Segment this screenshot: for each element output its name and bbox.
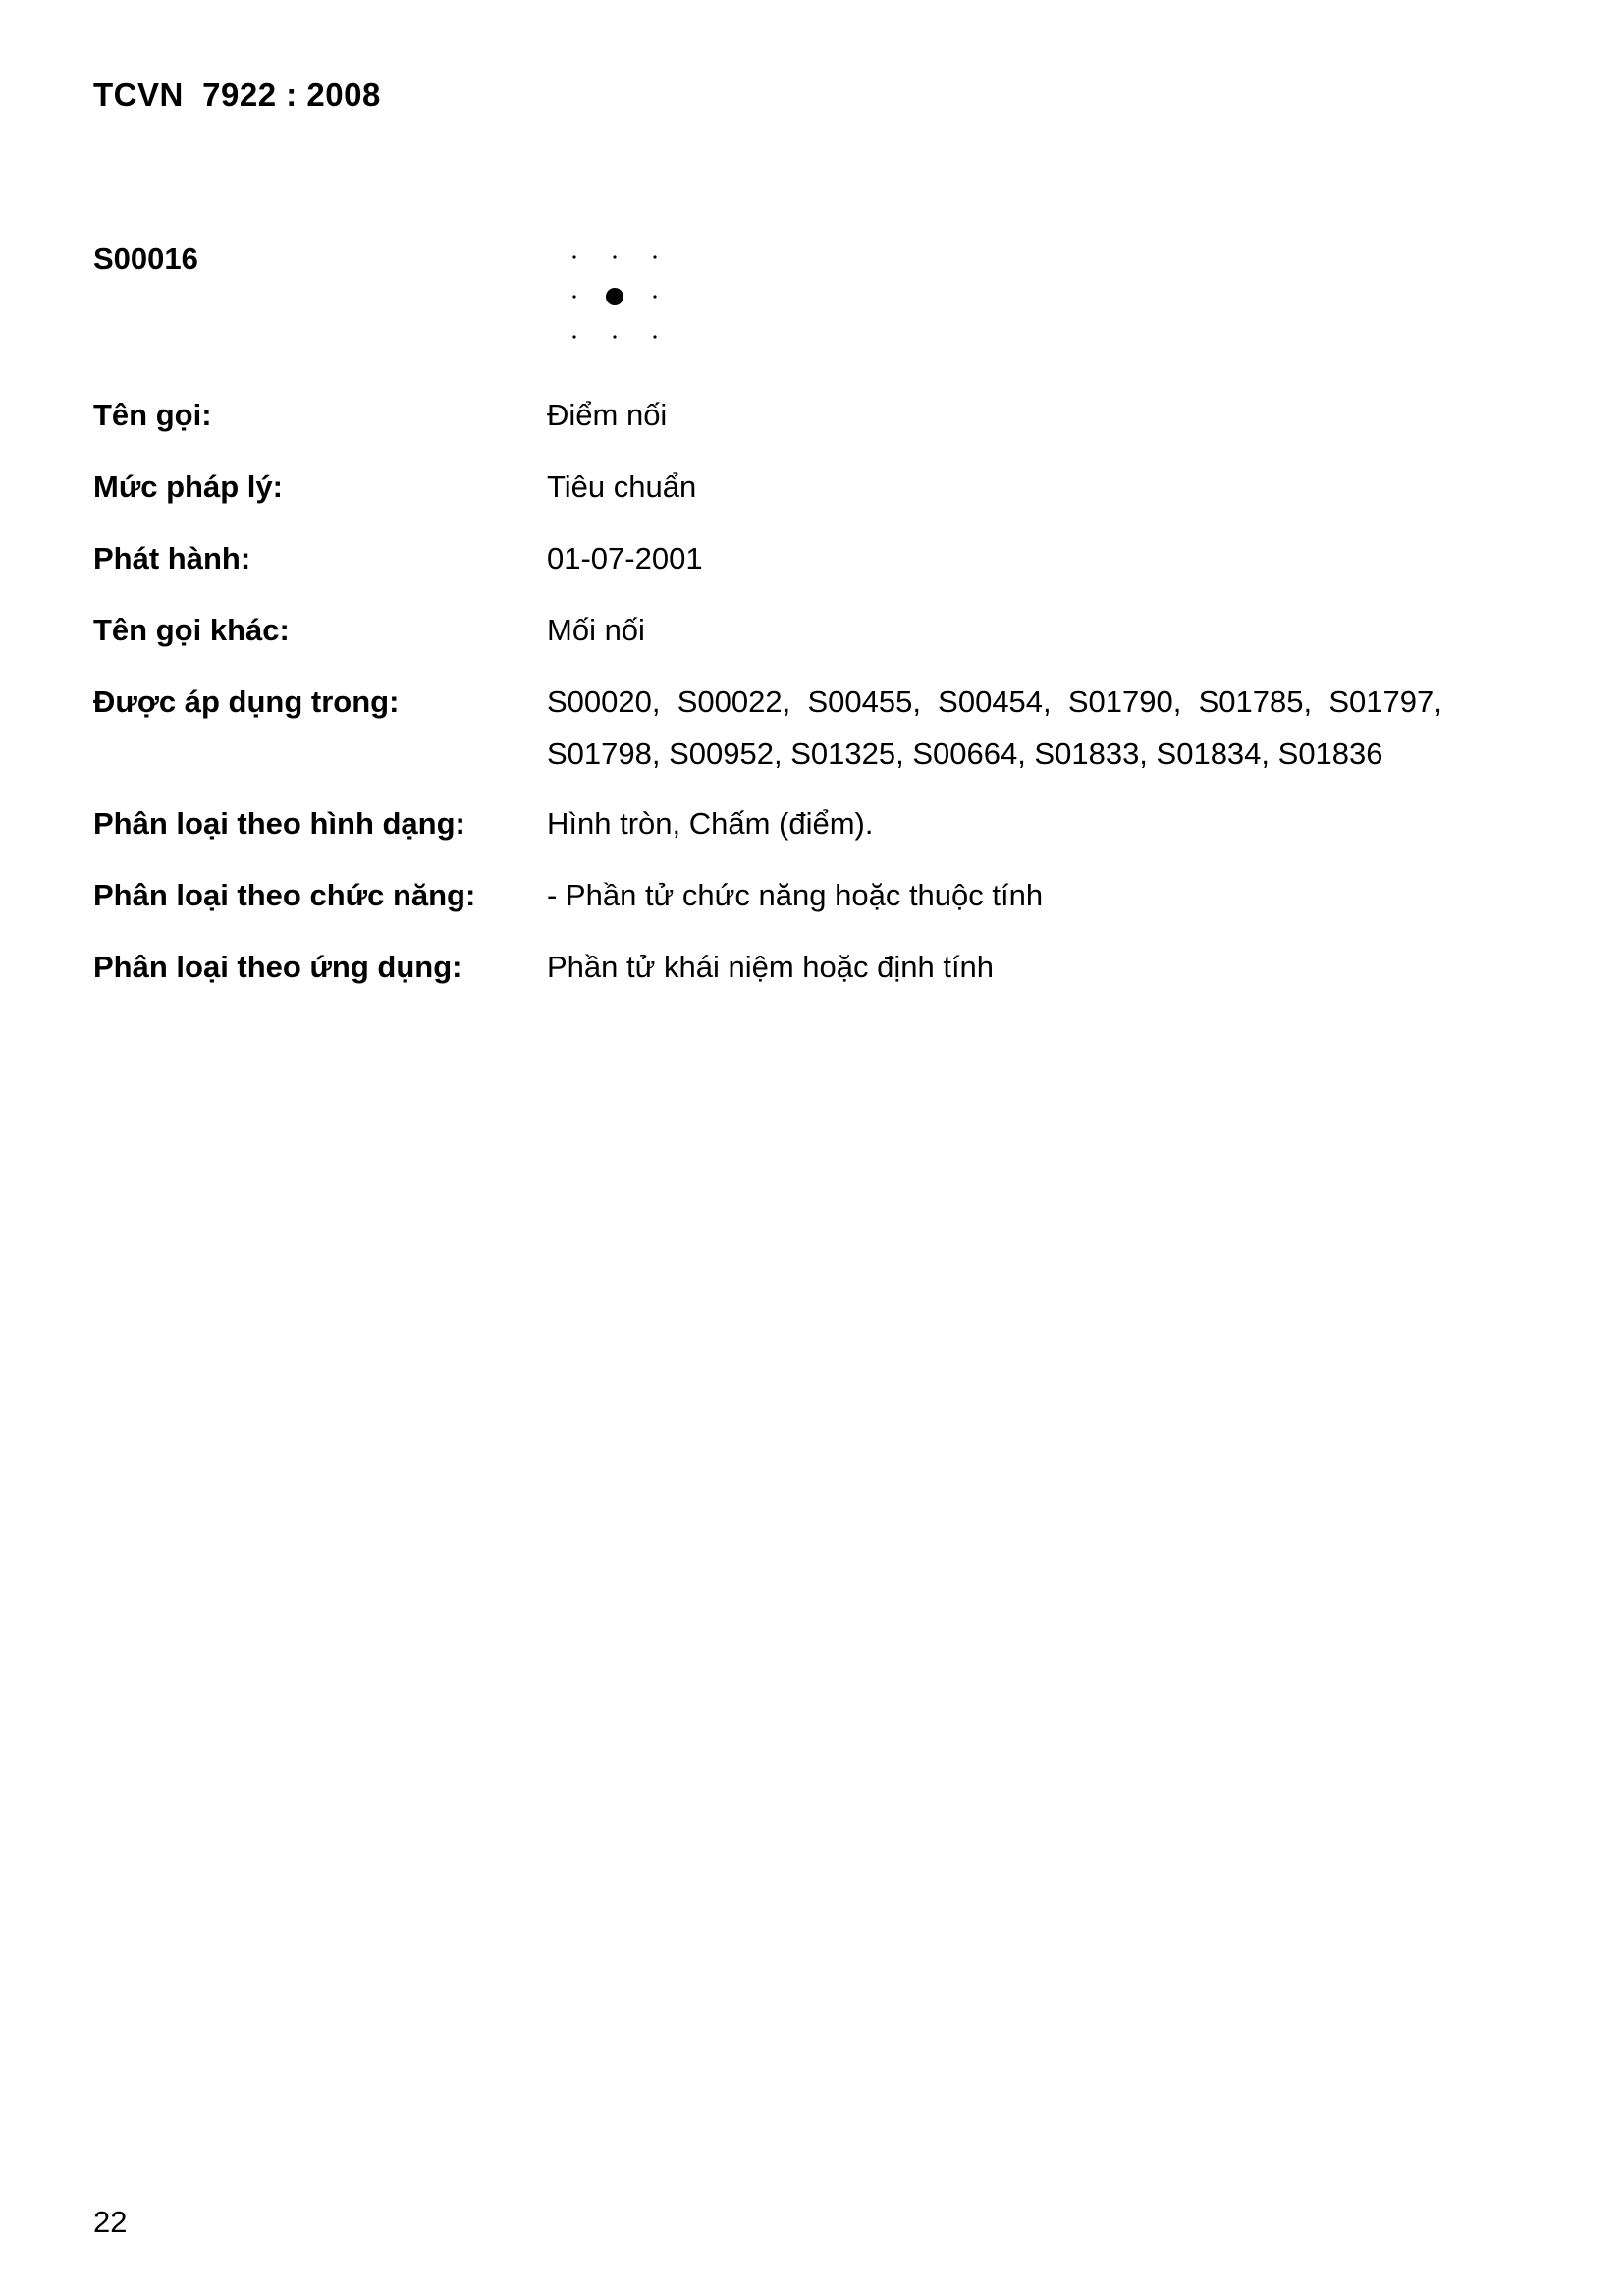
grid-dot: [653, 255, 656, 258]
document-standard-title: TCVN 7922 : 2008: [93, 77, 381, 113]
field-value: Điểm nối: [547, 398, 668, 432]
field-value: Tiêu chuẩn: [547, 469, 697, 504]
field-label: Phân loại theo hình dạng:: [93, 806, 465, 841]
connection-point-dot: [606, 288, 623, 305]
grid-dot: [613, 255, 616, 258]
connection-point-dot-icon: [565, 246, 663, 344]
field-value: Hình tròn, Chấm (điểm).: [547, 806, 874, 841]
grid-dot: [653, 295, 656, 298]
field-label: Phân loại theo chức năng:: [93, 878, 476, 912]
grid-dot: [653, 335, 656, 338]
page-number: 22: [93, 2205, 128, 2239]
field-label: Được áp dụng trong:: [93, 684, 400, 719]
grid-dot: [613, 335, 616, 338]
field-value: Mối nối: [547, 613, 645, 647]
grid-dot: [572, 255, 575, 258]
field-label: Phát hành:: [93, 541, 251, 575]
field-value: 01-07-2001: [547, 541, 703, 575]
symbol-figure-svg: [565, 246, 663, 344]
field-value: S00020, S00022, S00455, S00454, S01790, S01785, S01797,: [547, 684, 1442, 719]
symbol-code: S00016: [93, 242, 198, 276]
field-value: - Phần tử chức năng hoặc thuộc tính: [547, 878, 1044, 912]
field-value-line2: S01798, S00952, S01325, S00664, S01833, S01834, S01836: [547, 737, 1383, 771]
grid-dot: [572, 295, 575, 298]
field-label: Tên gọi:: [93, 398, 212, 432]
grid-dot: [572, 335, 575, 338]
field-label: Mức pháp lý:: [93, 469, 283, 504]
field-label: Tên gọi khác:: [93, 613, 290, 647]
field-label: Phân loại theo ứng dụng:: [93, 950, 462, 984]
field-value: Phần tử khái niệm hoặc định tính: [547, 950, 995, 984]
